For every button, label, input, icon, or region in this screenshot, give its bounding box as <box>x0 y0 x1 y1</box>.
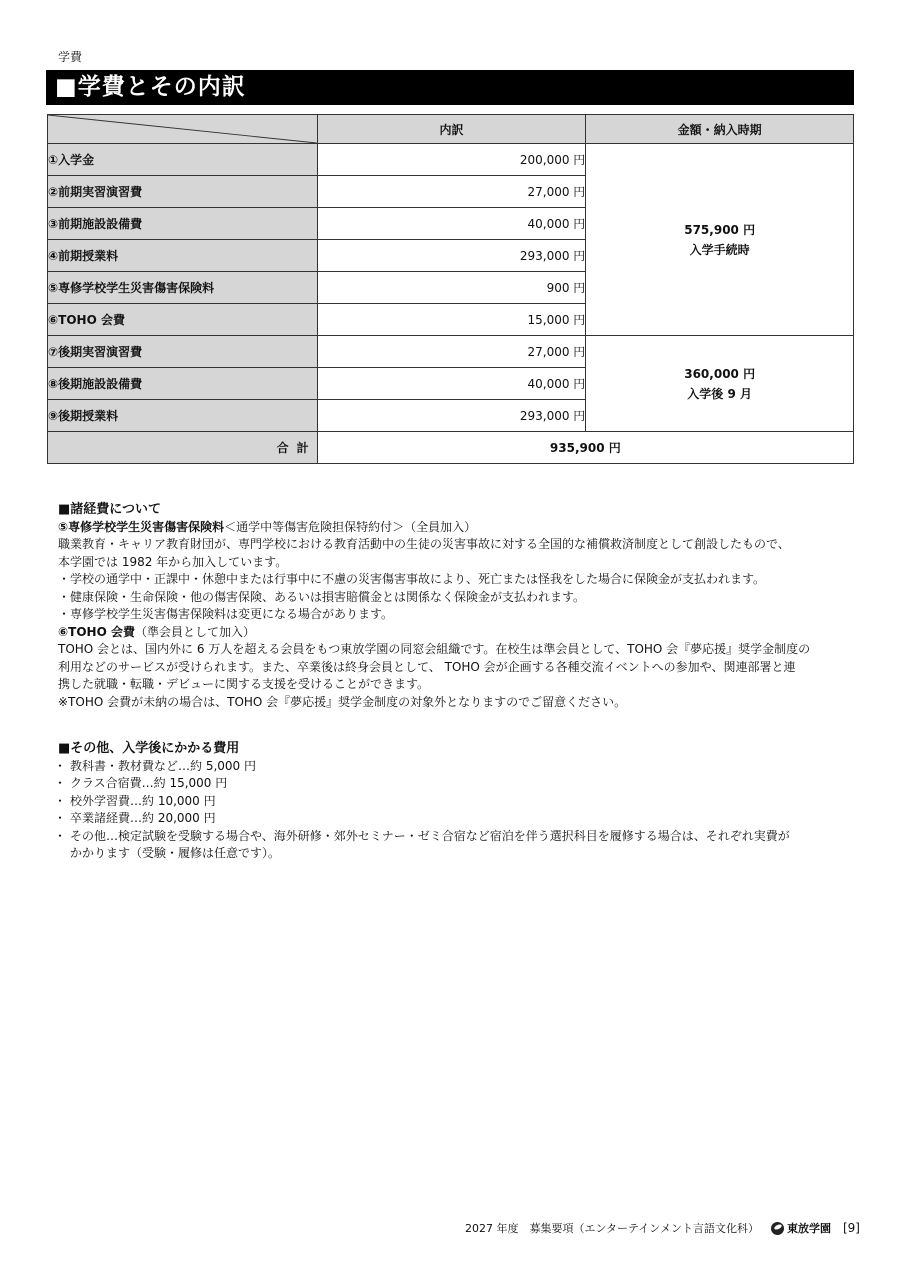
row-label: ④前期授業料 <box>48 240 318 272</box>
table-row <box>48 336 854 368</box>
row-amount: 27,000 円 <box>317 336 586 368</box>
toho-title: ⑥TOHO 会費 <box>58 624 135 639</box>
column-header-amount-timing: 金額・納入時期 <box>586 115 854 144</box>
row-label: ③前期施設設備費 <box>48 208 318 240</box>
list-item: ・ 校外学習費…約 10,000 円 <box>58 793 858 811</box>
notes-heading: ■諸経費について <box>58 502 162 517</box>
insurance-heading <box>58 519 858 537</box>
list-item-continuation: かかります（受験・履修は任意です）。 <box>70 846 281 860</box>
row-label: ⑤専修学校学生災害傷害保険料 <box>48 272 318 304</box>
row-label: ⑥TOHO 会費 <box>48 304 318 336</box>
list-item: ・ その他…検定試験を受験する場合や、海外研修・郊外セミナー・ゼミ合宿など宿泊を伴う選択科目を履修する場合は、それぞれ実費が <box>58 828 858 846</box>
page-number: [9] <box>842 1221 860 1235</box>
other-costs <box>58 740 858 863</box>
school-logo <box>771 1220 831 1236</box>
other-costs-heading: ■その他、入学後にかかる費用 <box>58 741 240 756</box>
list-item: ・ 卒業諸経費…約 20,000 円 <box>58 810 858 828</box>
row-amount: 15,000 円 <box>317 304 586 336</box>
fee-table <box>47 114 854 464</box>
table-row <box>48 144 854 176</box>
footer-text: 2027 年度 募集要項（エンターテインメント言語文化科） <box>465 1222 759 1235</box>
group1-total: 575,900 円 <box>684 222 756 237</box>
other-costs-list <box>58 758 858 863</box>
row-amount: 293,000 円 <box>317 400 586 432</box>
logo-text: 東放学園 <box>786 1222 831 1235</box>
insurance-text: 職業教育・キャリア教育財団が、専門学校における教育活動中の生徒の災害事故に対する全国的な補償救済制度として創設したもので、 <box>58 537 790 551</box>
insurance-bullet: ・学校の通学中・正課中・休憩中または行事中に不慮の災害傷害事故により、死亡または怪我をした場合に保険金が支払われます。 <box>58 572 766 586</box>
row-amount: 27,000 円 <box>317 176 586 208</box>
row-label: ⑦後期実習演習費 <box>48 336 318 368</box>
toho-note: ※TOHO 会費が未納の場合は、TOHO 会『夢応援』奨学金制度の対象外となりますのでご留意ください。 <box>58 694 627 709</box>
toho-text: TOHO 会とは、国内外に 6 万人を超える会員をもつ東放学園の同窓会組織です。在校生は準会員として、TOHO 会『夢応援』奨学金制度の <box>58 642 811 656</box>
row-amount: 200,000 円 <box>317 144 586 176</box>
row-label: ⑧後期施設設備費 <box>48 368 318 400</box>
section-label: 学費 <box>58 50 83 64</box>
logo-mark-icon <box>771 1222 784 1235</box>
row-amount: 293,000 円 <box>317 240 586 272</box>
insurance-text: 本学園では 1982 年から加入しています。 <box>58 554 288 569</box>
toho-text: 携した就職・転職・デビューに関する支援を受けることができます。 <box>58 677 430 691</box>
group2-total-cell <box>586 336 854 432</box>
insurance-bullet: ・健康保険・生命保険・他の傷害保険、あるいは損害賠償金とは関係なく保険金が支払われます。 <box>58 589 586 604</box>
insurance-bullet: ・専修学校学生災害傷害保険料は変更になる場合があります。 <box>58 607 394 621</box>
group2-timing: 入学後 9 月 <box>687 386 753 401</box>
toho-subtitle: （準会員として加入） <box>134 624 255 639</box>
insurance-title: ⑤専修学校学生災害傷害保険料 <box>58 519 225 534</box>
toho-text: 利用などのサービスが受けられます。また、卒業後は終身会員として、 TOHO 会が企画する各種交流イベントへの参加や、関連部署と連 <box>58 659 796 674</box>
row-amount: 900 円 <box>317 272 586 304</box>
group1-total-cell <box>586 144 854 336</box>
row-label: ②前期実習演習費 <box>48 176 318 208</box>
page-title: ■学費とその内訳 <box>46 70 854 105</box>
column-header-breakdown: 内訳 <box>317 115 586 144</box>
sum-label: 合計 <box>48 432 318 464</box>
footer <box>465 1220 860 1236</box>
group2-total: 360,000 円 <box>684 366 756 381</box>
row-label: ①入学金 <box>48 144 318 176</box>
expenses-notes <box>58 501 858 711</box>
list-item: ・ 教科書・教材費など…約 5,000 円 <box>58 758 858 776</box>
table-sum-row <box>48 432 854 464</box>
row-amount: 40,000 円 <box>317 368 586 400</box>
row-label: ⑨後期授業料 <box>48 400 318 432</box>
group1-timing: 入学手続時 <box>689 242 750 257</box>
sum-value: 935,900 円 <box>317 432 853 464</box>
toho-heading <box>58 624 858 642</box>
insurance-subtitle: ＜通学中等傷害危険担保特約付＞（全員加入） <box>224 519 477 534</box>
table-header-row <box>48 115 854 144</box>
diagonal-header-cell <box>48 115 318 144</box>
list-item: ・ クラス合宿費…約 15,000 円 <box>58 775 858 793</box>
row-amount: 40,000 円 <box>317 208 586 240</box>
